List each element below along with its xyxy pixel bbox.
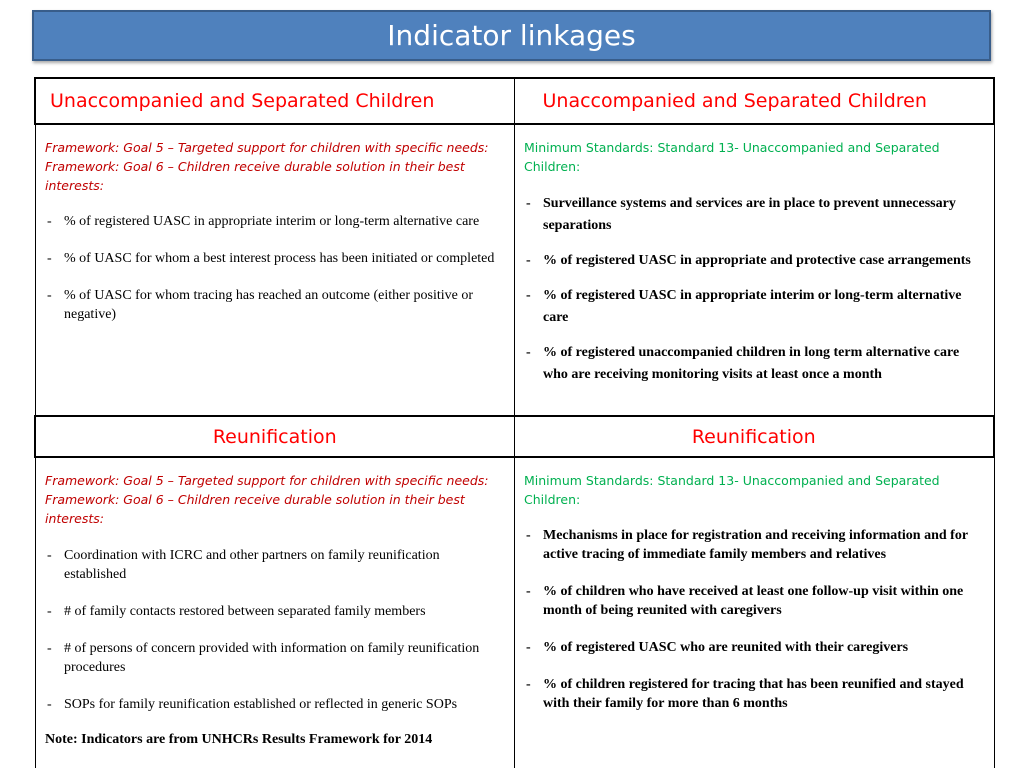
- reunification-framework-column: [36, 458, 515, 768]
- reunification-standard-indicators: [524, 526, 982, 713]
- slide-title: Indicator linkages: [387, 19, 636, 52]
- source-note: Note: Indicators are from UNHCRs Results Framework for 2014: [45, 732, 433, 747]
- list-item: - Coordination with ICRC and other partners on family reunification established: [45, 546, 504, 584]
- framework-goal-6: Framework: Goal 6 – Children receive durable solution in their best interests:: [45, 492, 465, 526]
- reunification-body-row: [35, 458, 995, 768]
- list-item: - % of registered UASC in appropriate interim or long-term alternative care: [524, 285, 982, 329]
- uasc-framework-indicators: [45, 212, 504, 324]
- uasc-header-left: Unaccompanied and Separated Children: [36, 79, 515, 123]
- uasc-header-right: Unaccompanied and Separated Children: [542, 90, 927, 112]
- uasc-framework-column: [36, 125, 515, 415]
- list-item: - Surveillance systems and services are in place to prevent unnecessary separations: [524, 193, 982, 237]
- slide-title-bar: [32, 10, 991, 61]
- list-item: - % of registered unaccompanied children in long term alternative care who are receiving monitoring visits at least once a month: [524, 342, 982, 386]
- reunification-framework-goals: [45, 471, 504, 528]
- list-item: - # of family contacts restored between separated family members: [45, 602, 504, 621]
- list-item: - % of children registered for tracing that has been reunified and stayed with their family for more than 6 months: [524, 675, 982, 713]
- reunification-framework-indicators: [45, 546, 504, 714]
- reunification-header-right: Reunification: [691, 425, 816, 448]
- framework-goal-5: Framework: Goal 5 – Targeted support for children with specific needs:: [45, 473, 489, 488]
- list-item: - % of children who have received at least one follow-up visit within one month of being reunited with caregivers: [524, 582, 982, 620]
- framework-goal-5: Framework: Goal 5 – Targeted support for children with specific needs:: [45, 140, 489, 155]
- list-item: - % of UASC for whom a best interest process has been initiated or completed: [45, 249, 504, 268]
- uasc-body-row: [35, 125, 995, 415]
- reunification-header-left: Reunification: [36, 417, 515, 456]
- list-item: - % of UASC for whom tracing has reached an outcome (either positive or negative): [45, 286, 504, 324]
- reunification-standards-column: [515, 458, 994, 768]
- list-item: - % of registered UASC in appropriate and protective case arrangements: [524, 250, 982, 272]
- reunification-header-row: [34, 415, 995, 458]
- framework-goal-6: Framework: Goal 6 – Children receive durable solution in their best interests:: [45, 159, 465, 193]
- reunification-minimum-standard: Minimum Standards: Standard 13- Unaccompanied and Separated Children:: [524, 473, 940, 507]
- uasc-standard-indicators: [524, 193, 982, 386]
- list-item: - # of persons of concern provided with information on family reunification procedures: [45, 639, 504, 677]
- list-item: - Mechanisms in place for registration and receiving information and for active tracing of immediate family members and relatives: [524, 526, 982, 564]
- list-item: - % of registered UASC who are reunited with their caregivers: [524, 638, 982, 657]
- uasc-minimum-standard: Minimum Standards: Standard 13- Unaccompanied and Separated Children:: [524, 140, 940, 174]
- uasc-framework-goals: [45, 138, 504, 195]
- uasc-header-row: [34, 77, 995, 125]
- list-item: - SOPs for family reunification established or reflected in generic SOPs: [45, 695, 504, 714]
- uasc-standards-column: [515, 125, 994, 415]
- list-item: - % of registered UASC in appropriate interim or long-term alternative care: [45, 212, 504, 231]
